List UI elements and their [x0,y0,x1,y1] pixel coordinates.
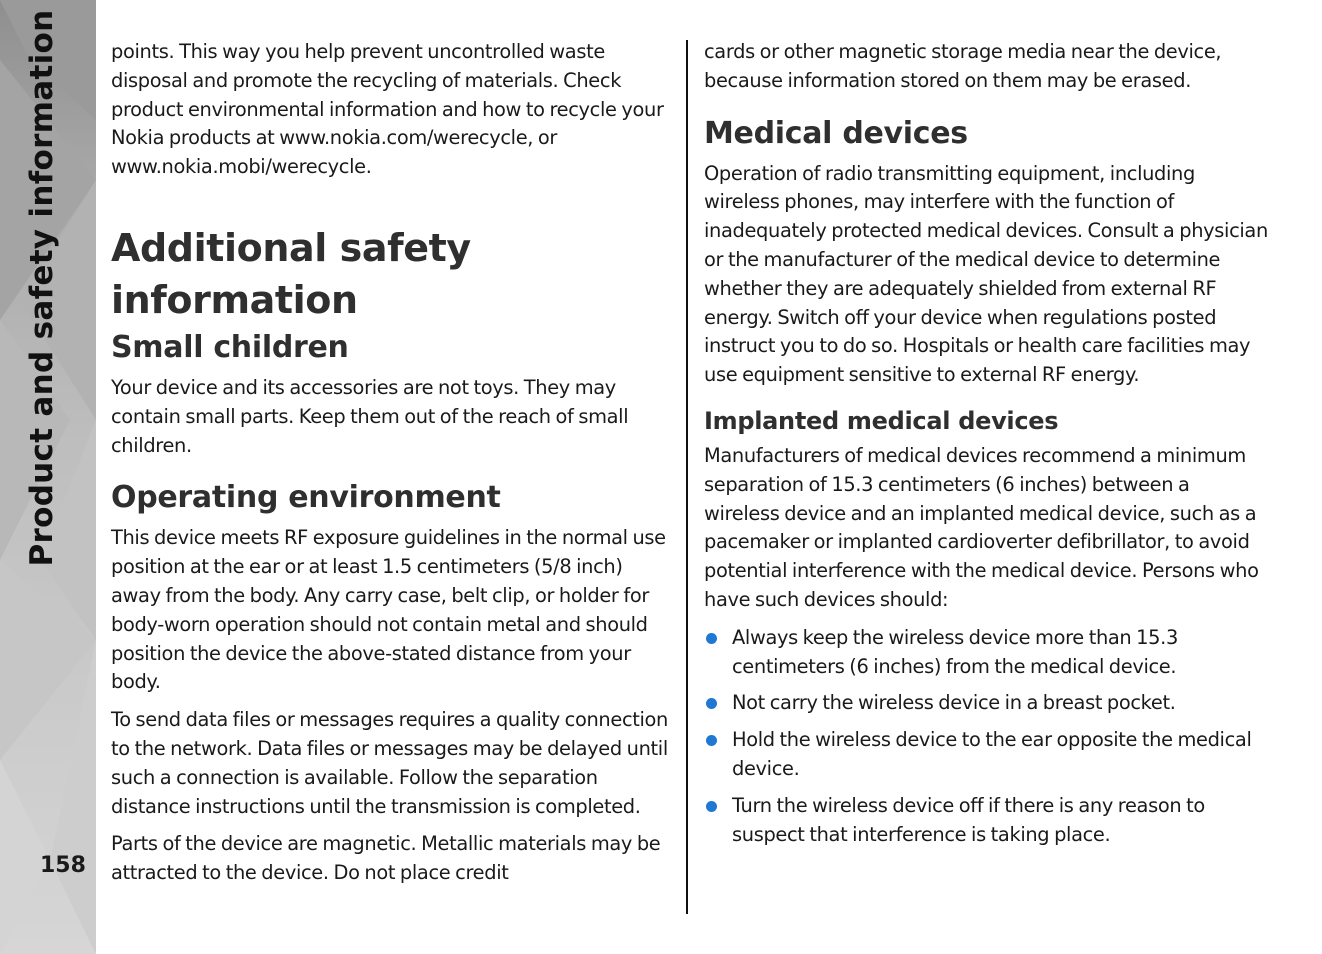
bullet-icon [706,698,717,709]
list-item-text: Always keep the wireless device more than 15.3 centimeters (6 inches) from the medical device. [732,625,1178,678]
section-title: Product and safety information [24,9,60,567]
list-item-text: Hold the wireless device to the ear opposite the medical device. [732,728,1252,780]
operating-environment-paragraph-2: To send data files or messages requires a quality connection to the network. Data files or messages may be delayed until such a connection is available. Follow the separation distance instructions until the transmission is completed. [111,708,669,818]
implanted-medical-devices-heading: Implanted medical devices [704,406,1059,435]
right-column [704,38,1268,857]
continuation-paragraph: cards or other magnetic storage media near the device, because information stored on them may be erased. [704,40,1222,92]
bullet-icon [706,633,717,644]
list-item [704,726,1268,784]
main-heading: Additional safety information [111,225,471,322]
small-children-paragraph: Your device and its accessories are not toys. They may contain small parts. Keep them out of the reach of small children. [111,375,629,457]
intro-paragraph: points. This way you help prevent uncontrolled waste disposal and promote the recycling of materials. Check product environmental information and how to recycle your Nokia products at www.nokia.com/werecycle, or www.nokia.mobi/werecycle. [111,40,664,179]
left-column [111,38,673,897]
operating-environment-heading: Operating environment [111,480,501,516]
bullet-icon [706,735,717,746]
list-item [704,624,1268,682]
medical-devices-heading: Medical devices [704,115,968,151]
list-item [704,689,1268,718]
implanted-medical-devices-paragraph: Manufacturers of medical devices recommend a minimum separation of 15.3 centimeters (6 inches) between a wireless device and an implanted medical device, such as a pacemaker or implanted cardioverter defibrillator, to avoid potential interference with the medical device. Persons who have such devices should: [704,443,1259,611]
operating-environment-paragraph-3: Parts of the device are magnetic. Metallic materials may be attracted to the device. Do not place credit [111,832,661,885]
precaution-list [704,624,1268,850]
page-number: 158 [40,853,86,878]
column-divider [686,40,688,914]
operating-environment-paragraph-1: This device meets RF exposure guidelines in the normal use position at the ear or at least 1.5 centimeters (5/8 inch) away from the body. Any carry case, belt clip, or holder for body-worn operation should not contain metal and should position the device the above-stated distance from your body. [111,526,666,694]
medical-devices-paragraph: Operation of radio transmitting equipment, including wireless phones, may interfere with the function of inadequately protected medical devices. Consult a physician or the manufacturer of the medical device to determine whether they are adequately shielded from external RF energy. Switch off your device when regulations posted instruct you to do so. Hospitals or health care facilities may use equipment sensitive to external RF energy. [704,161,1268,387]
small-children-heading: Small children [111,329,349,365]
list-item-text: Not carry the wireless device in a breast pocket. [732,691,1176,715]
list-item [704,792,1268,850]
list-item-text: Turn the wireless device off if there is any reason to suspect that interference is taking place. [732,793,1205,846]
bullet-icon [706,801,717,812]
side-band [0,0,96,954]
